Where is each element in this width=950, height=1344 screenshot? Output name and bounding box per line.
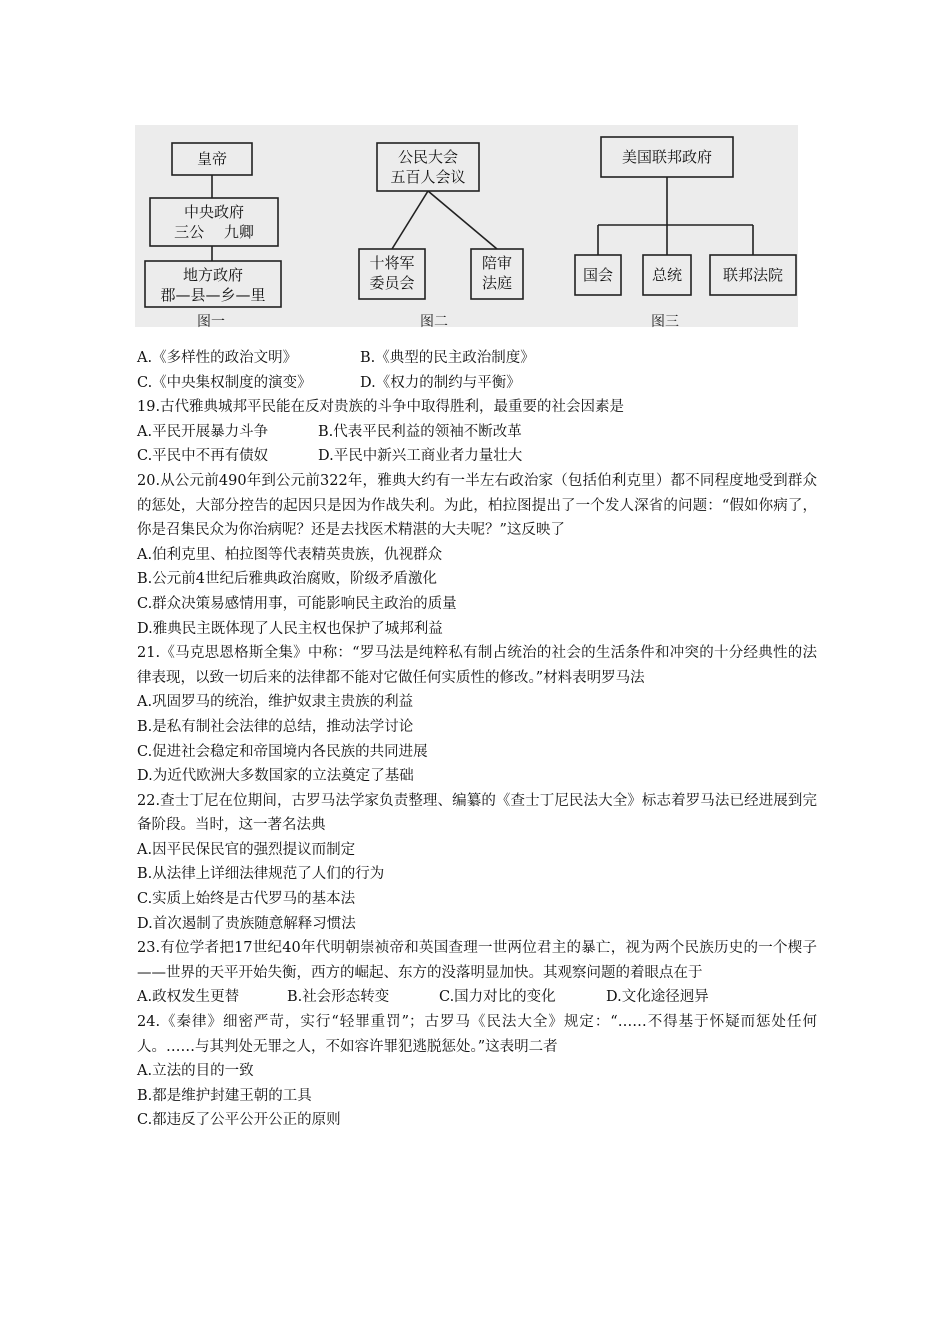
fig1-emperor: 皇帝 — [196, 150, 227, 168]
q19-option-c: C.平民中不再有债奴 — [137, 448, 269, 465]
fig3-caption: 图三 — [651, 314, 679, 330]
q20-option-a: A.伯利克里、柏拉图等代表精英贵族，仇视群众 — [137, 546, 443, 563]
q24-option-c: C.都违反了公平公开公正的原则 — [137, 1112, 341, 1129]
q22-option-c: C.实质上始终是古代罗马的基本法 — [137, 891, 356, 908]
q23-option-c: C.国力对比的变化 — [439, 989, 556, 1006]
fig3-court: 联邦法院 — [722, 266, 783, 284]
q19-option-a: A.平民开展暴力斗争 — [137, 423, 269, 440]
q19-options-row1 — [137, 420, 817, 445]
q22-option-d: D.首次遏制了贵族随意解释习惯法 — [137, 915, 356, 932]
q22-option-b: B.从法律上详细法律规范了人们的行为 — [137, 866, 385, 883]
fig3-congress: 国会 — [582, 266, 613, 284]
q18-options-row1 — [137, 346, 817, 371]
q23-option-d: D.文化途径迥异 — [606, 989, 709, 1006]
q21-option-a: A.巩固罗马的统治，维护奴隶主贵族的利益 — [137, 694, 414, 711]
q23-options-row — [137, 985, 817, 1010]
q23-option-a: A.政权发生更替 — [137, 989, 240, 1006]
q18-options-row2 — [137, 371, 817, 396]
fig1-local-line1: 地方政府 — [182, 266, 243, 284]
q18-option-b: B.《典型的民主政治制度》 — [360, 350, 535, 366]
q24-stem: 24.《秦律》细密严苛，实行“轻罪重罚”；古罗马《民法大全》规定：“……不得基于怀疑而惩处任何人。……与其判处无罪之人，不如容许罪犯逃脱惩处。”这表明二者 — [137, 1014, 817, 1055]
q18-option-a: A.《多样性的政治文明》 — [137, 350, 298, 366]
q20-stem: 20.从公元前490年到公元前322年，雅典大约有一半左右政治家（包括伯利克里）都不同程度地受到群众的惩处，大部分控告的起因只是因为作战失利。为此，柏拉图提出了一个发人深省的问题：“假如你病了，你是召集民众为你治病呢？还是去找医术精湛的大夫呢？”这反映了 — [137, 472, 817, 539]
fig3-president: 总统 — [651, 266, 682, 284]
q18-option-d: D.《权力的制约与平衡》 — [360, 374, 521, 391]
q21-stem: 21.《马克思恩格斯全集》中称：“罗马法是纯粹私有制占统治的社会的生活条件和冲突的十分经典性的法律表现，以致一切后来的法律都不能对它做任何实质性的修改。”材料表明罗马法 — [137, 645, 817, 686]
fig2-generals-line1: 十将军 — [369, 254, 415, 272]
fig2-caption: 图二 — [420, 314, 448, 330]
fig1-caption: 图一 — [197, 314, 225, 330]
q23-option-b: B.社会形态转变 — [287, 989, 390, 1006]
fig1-local-line2: 郡—县—乡—里 — [160, 286, 266, 304]
fig2-court-line2: 法庭 — [481, 274, 512, 292]
fig2-assembly-line1: 公民大会 — [397, 148, 458, 166]
q20-option-c: C.群众决策易感情用事，可能影响民主政治的质量 — [137, 595, 457, 612]
q19-option-b: B.代表平民利益的领袖不断改革 — [318, 423, 522, 440]
fig1-central-line2: 三公 九卿 — [174, 223, 254, 241]
q21-option-c: C.促进社会稳定和帝国境内各民族的共同进展 — [137, 743, 428, 760]
fig2-assembly-line2: 五百人会议 — [390, 168, 466, 186]
q23-stem: 23.有位学者把17世纪40年代明朝崇祯帝和英国查理一世两位君主的暴亡，视为两个民族历史的一个楔子——世界的天平开始失衡，西方的崛起、东方的没落明显加快。其观察问题的着眼点在于 — [137, 940, 817, 981]
q24-option-a: A.立法的目的一致 — [137, 1063, 254, 1080]
fig3-federal: 美国联邦政府 — [621, 148, 712, 166]
fig1-central-line1: 中央政府 — [183, 203, 244, 221]
q24-option-b: B.都是维护封建王朝的工具 — [137, 1087, 312, 1104]
q21-option-d: D.为近代欧洲大多数国家的立法奠定了基础 — [137, 768, 414, 785]
figure-panel — [135, 125, 798, 330]
q20-option-b: B.公元前4世纪后雅典政治腐败，阶级矛盾激化 — [137, 571, 437, 588]
q21-option-b: B.是私有制社会法律的总结，推动法学讨论 — [137, 718, 414, 735]
fig2-generals-line2: 委员会 — [369, 274, 415, 292]
q19-stem: 19.古代雅典城邦平民能在反对贵族的斗争中取得胜利，最重要的社会因素是 — [137, 399, 625, 416]
question-body — [137, 346, 817, 1133]
q18-option-c: C.《中央集权制度的演变》 — [137, 374, 312, 391]
q22-stem: 22.查士丁尼在位期间，古罗马法学家负责整理、编纂的《查士丁尼民法大全》标志着罗马法已经进展到完备阶段。当时，这一著名法典 — [137, 792, 817, 834]
q19-options-row2 — [137, 444, 817, 469]
q19-option-d: D.平民中新兴工商业者力量壮大 — [318, 448, 523, 465]
q22-option-a: A.因平民保民官的强烈提议而制定 — [137, 841, 356, 858]
q20-option-d: D.雅典民主既体现了人民主权也保护了城邦利益 — [137, 620, 443, 637]
fig2-court-line1: 陪审 — [481, 254, 512, 272]
